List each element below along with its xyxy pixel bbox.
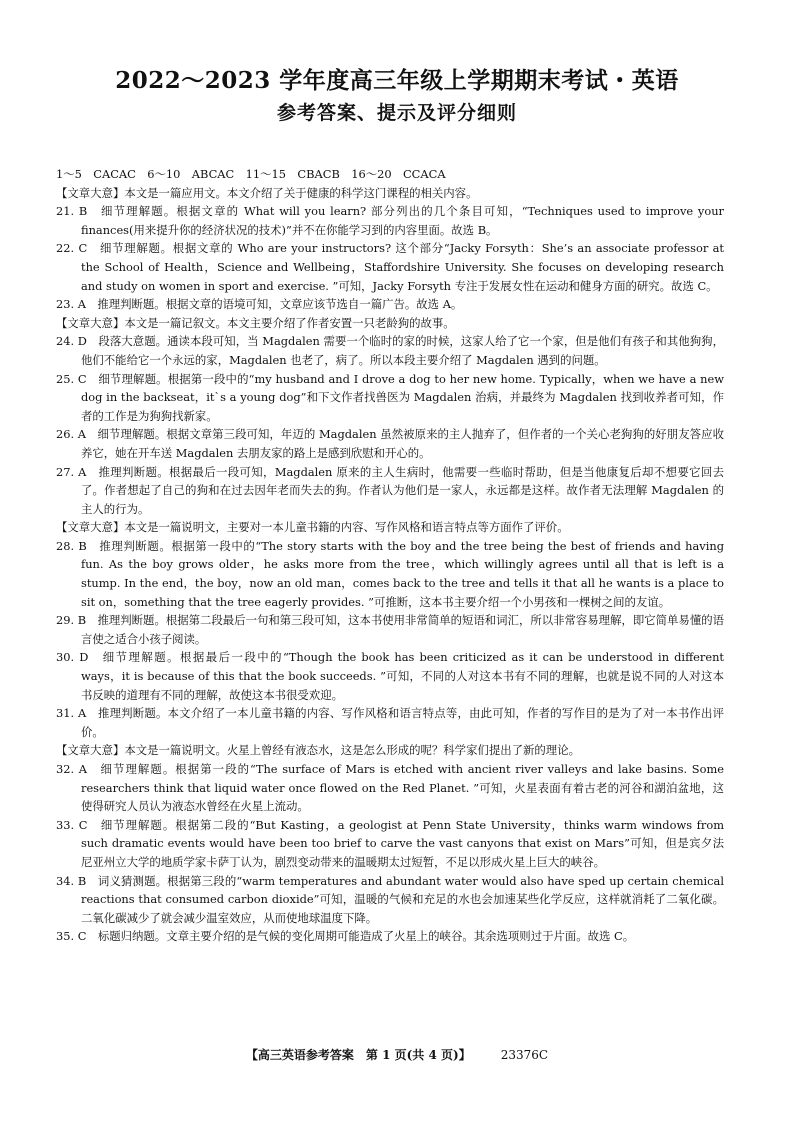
answer-explanation: 22. C 细节理解题。根据文章的 Who are your instructors? 这个部分“Jacky Forsyth：She’s an associate professor at the School of Health，Science and Wellbeing，Staffordshire University. She focuses on developing research and study on women in sport and exercise. ”可知，Jacky Forsyth 专注于发展女性在运动和健身方面的研究。故选 C。 bbox=[56, 241, 724, 293]
answer-key-line: 1～5 CACAC 6～10 ABCAC 11～15 CBACB 16～20 CCACA bbox=[56, 167, 446, 181]
answer-explanation: 33. C 细节理解题。根据第二段的“But Kasting，a geologist at Penn State University，thinks warm windows from such dramatic events would have been too brief to carve the vast canyons that exist on Mars”可知，但是宾夕法尼亚州立大学的地质学家卡萨丁认为，剧烈变动带来的温暖期太过短暂，不足以形成火星上巨大的峡谷。 bbox=[56, 817, 724, 869]
answer-explanation: 35. C 标题归纳题。文章主要介绍的是气候的变化周期可能造成了火星上的峡谷。其余选项则过于片面。故选 C。 bbox=[56, 929, 635, 944]
answer-explanation: 25. C 细节理解题。根据第一段中的“my husband and I drove a dog to her new home. Typically，when we have a new dog in the backseat，it`s a young dog”和下文作者找兽医为 Magdalen 治病，并最终为 Magdalen 找到收养者可知，作者的工作是为狗狗找新家。 bbox=[56, 371, 724, 423]
passage-summary: 【文章大意】本文是一篇说明文，主要对一本儿童书籍的内容、写作风格和语言特点等方面作了评价。 bbox=[56, 520, 569, 535]
answer-explanation: 23. A 推理判断题。根据文章的语境可知，文章应该节选自一篇广告。故选 A。 bbox=[56, 297, 463, 312]
answer-explanation: 31. A 推理判断题。本文介绍了一本儿童书籍的内容、写作风格和语言特点等，由此可知，作者的写作目的是为了对一本书作出评价。 bbox=[56, 706, 724, 739]
answer-explanation: 27. A 推理判断题。根据最后一段可知，Magdalen 原来的主人生病时，他需要一些临时帮助，但是当他康复后却不想要它回去了。作者想起了自己的狗和在过去因年老而失去的狗。作者认为他们是一家人，永远都是这样。故作者无法理解 Magdalen 的主人的行为。 bbox=[56, 464, 724, 516]
document-subtitle: 参考答案、提示及评分细则 bbox=[276, 102, 517, 124]
passage-summary: 【文章大意】本文是一篇记叙文。本文主要介绍了作者安置一只老龄狗的故事。 bbox=[56, 315, 455, 330]
answer-explanation: 28. B 推理判断题。根据第一段中的“The story starts with the boy and the tree being the best of friends and having fun. As the boy grows older，he asks more from the tree，which willingly agrees until all that is left is a stump. In the end，the boy，now an old man，comes back to the tree and tells it that all he wants is a place to sit on，something that the tree eagerly provides. ”可推断，这本书主要介绍一个小男孩和一棵树之间的友谊。 bbox=[56, 538, 724, 609]
passage-summary: 【文章大意】本文是一篇应用文。本文介绍了关于健康的科学这门课程的相关内容。 bbox=[56, 185, 478, 200]
answer-explanation: 29. B 推理判断题。根据第二段最后一句和第三段可知，这本书使用非常简单的短语和词汇，所以非常容易理解，即它简单易懂的语言使之适合小孩子阅读。 bbox=[56, 613, 724, 646]
answer-explanation: 34. B 词义猜测题。根据第三段的“warm temperatures and abundant water would also have sped up certain chemical reactions that consumed carbon dioxide”可知，温暖的气候和充足的水也会加速某些化学反应，这样就消耗了二氧化碳。二氧化碳减少了就会减少温室效应，从而使地球温度下降。 bbox=[56, 873, 724, 925]
footer-code: 23376C bbox=[500, 1048, 549, 1062]
document-title: 2022～2023 学年度高三年级上学期期末考试・英语 bbox=[115, 67, 679, 94]
answer-body bbox=[56, 165, 724, 946]
answer-explanation: 24. D 段落大意题。通读本段可知，当 Magdalen 需要一个临时的家的时候，这家人给了它一个家，但是他们有孩子和其他狗狗，他们不能给它一个永远的家，Magdalen 也老了，病了。所以本段主要介绍了 Magdalen 遇到的问题。 bbox=[56, 334, 724, 367]
page-footer bbox=[0, 1046, 794, 1063]
answer-explanation: 26. A 细节理解题。根据文章第三段可知，年迈的 Magdalen 虽然被原来的主人抛弃了，但作者的一个关心老狗狗的好朋友答应收养它，她在开车送 Magdalen 去朋友家的路上是感到欣慰和开心的。 bbox=[56, 427, 724, 460]
answer-explanation: 32. A 细节理解题。根据第一段的“The surface of Mars is etched with ancient river valleys and lake basins. Some researchers think that liquid water once flowed on the Red Planet. ”可知，火星表面有着古老的河谷和湖泊盆地，这使得研究人员认为液态水曾经在火星上流动。 bbox=[56, 762, 724, 814]
answer-explanation: 30. D 细节理解题。根据最后一段中的“Though the book has been criticized as it can be understood in different ways，it is because of this that the book succeeds. ”可知，不同的人对这本书有不同的理解，也就是说不同的人对这本书反映的道理有不同的理解，故使这本书很受欢迎。 bbox=[56, 650, 724, 702]
footer-label: 【高三英语参考答案 第 1 页(共 4 页)】 bbox=[245, 1048, 471, 1062]
answer-explanation: 21. B 细节理解题。根据文章的 What will you learn? 部分列出的几个条目可知，“Techniques used to improve your finances(用来提升你的经济状况的技术)”并不在你能学习到的内容里面。故选 B。 bbox=[56, 204, 724, 237]
passage-summary: 【文章大意】本文是一篇说明文。火星上曾经有液态水，这是怎么形成的呢？科学家们提出了新的理论。 bbox=[56, 743, 580, 758]
